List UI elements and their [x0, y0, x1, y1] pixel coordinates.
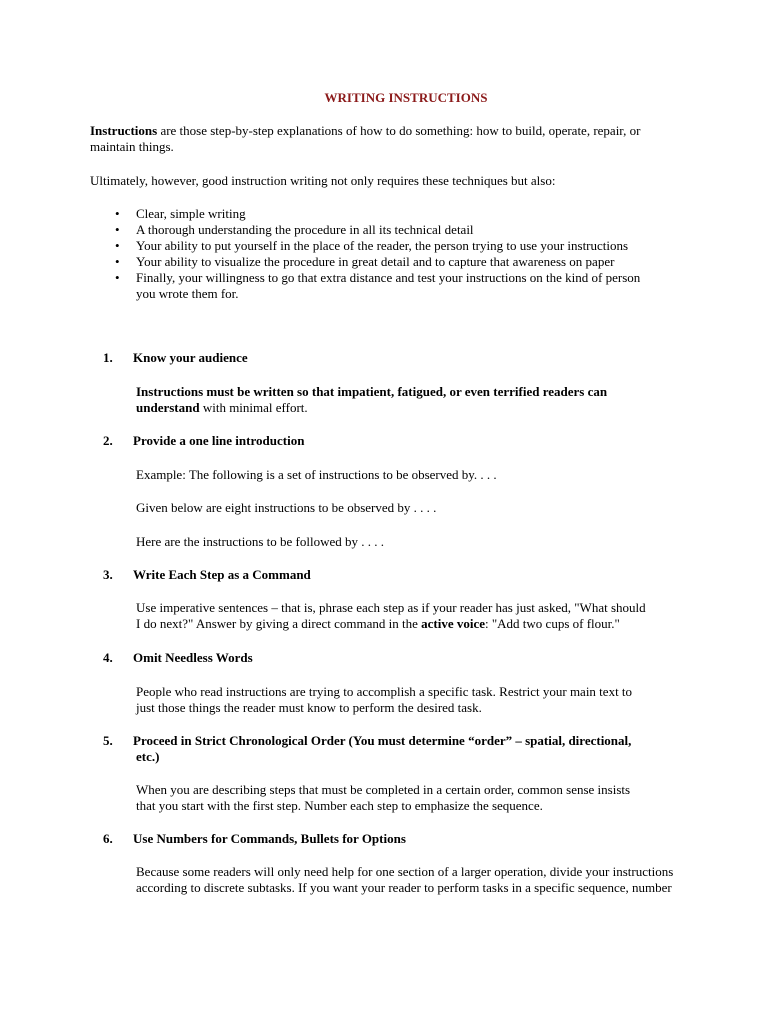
section-number: 3.: [103, 567, 113, 582]
list-item: Finally, your willingness to go that extra distance and test your instructions on the kind of person: [136, 270, 641, 285]
section-1-bold-line: Instructions must be written so that impatient, fatigued, or even terrified readers can: [136, 384, 608, 399]
example-line: Example: The following is a set of instructions to be observed by. . . .: [136, 467, 497, 482]
bold-phrase: active voice: [421, 616, 485, 631]
section-number: 4.: [103, 650, 113, 665]
bullet-marker: •: [115, 238, 120, 253]
example-line: Here are the instructions to be followed by . . . .: [136, 534, 385, 549]
section-heading-continuation: etc.): [136, 749, 160, 764]
list-item-continuation: you wrote them for.: [136, 286, 239, 301]
section-heading: Provide a one line introduction: [133, 433, 305, 448]
text-run: : "Add two cups of flour.": [485, 616, 620, 631]
intro-rest: are those step-by-step explanations of how to do something: how to build, operate, repair, or: [157, 123, 641, 138]
page-title: WRITING INSTRUCTIONS: [324, 90, 488, 105]
list-item: Your ability to put yourself in the place of the reader, the person trying to use your instructions: [136, 238, 629, 253]
section-6-line-1: Because some readers will only need help for one section of a larger operation, divide your instructions: [136, 864, 674, 879]
section-5-line-1: When you are describing steps that must be completed in a certain order, common sense insists: [136, 782, 631, 797]
section-heading: Proceed in Strict Chronological Order (You must determine “order” – spatial, directional,: [133, 733, 632, 748]
intro-line-1: [90, 123, 640, 139]
section-number: 6.: [103, 831, 113, 846]
intro-line-2: maintain things.: [90, 139, 174, 154]
section-number: 5.: [103, 733, 113, 748]
list-item: Clear, simple writing: [136, 206, 246, 221]
text-run: with minimal effort.: [199, 400, 308, 415]
bullet-marker: •: [115, 206, 120, 221]
bold-phrase: understand: [136, 400, 200, 415]
bullet-marker: •: [115, 270, 120, 285]
bullet-marker: •: [115, 222, 120, 237]
section-heading: Omit Needless Words: [133, 650, 253, 665]
section-4-line-1: People who read instructions are trying to accomplish a specific task. Restrict your main text to: [136, 684, 633, 699]
section-number: 2.: [103, 433, 113, 448]
text-run: I do next?" Answer by giving a direct command in the: [136, 616, 422, 631]
section-number: 1.: [103, 350, 113, 365]
section-heading: Know your audience: [133, 350, 248, 365]
section-3-line-2: [136, 616, 620, 632]
section-heading: Use Numbers for Commands, Bullets for Options: [133, 831, 406, 846]
list-item: A thorough understanding the procedure in all its technical detail: [136, 222, 474, 237]
section-6-line-2: according to discrete subtasks. If you want your reader to perform tasks in a specific sequence, number: [136, 880, 672, 895]
bullet-marker: •: [115, 254, 120, 269]
section-5-line-2: that you start with the first step. Number each step to emphasize the sequence.: [136, 798, 543, 813]
intro-term: Instructions: [90, 123, 158, 138]
ultimately-paragraph: Ultimately, however, good instruction writing not only requires these techniques but also:: [90, 173, 556, 188]
section-4-line-2: just those things the reader must know to perform the desired task.: [136, 700, 482, 715]
section-3-line-1: Use imperative sentences – that is, phrase each step as if your reader has just asked, "What should: [136, 600, 646, 615]
example-line: Given below are eight instructions to be observed by . . . .: [136, 500, 437, 515]
section-1-line-2: [136, 400, 308, 416]
section-heading: Write Each Step as a Command: [133, 567, 311, 582]
list-item: Your ability to visualize the procedure in great detail and to capture that awareness on paper: [136, 254, 615, 269]
